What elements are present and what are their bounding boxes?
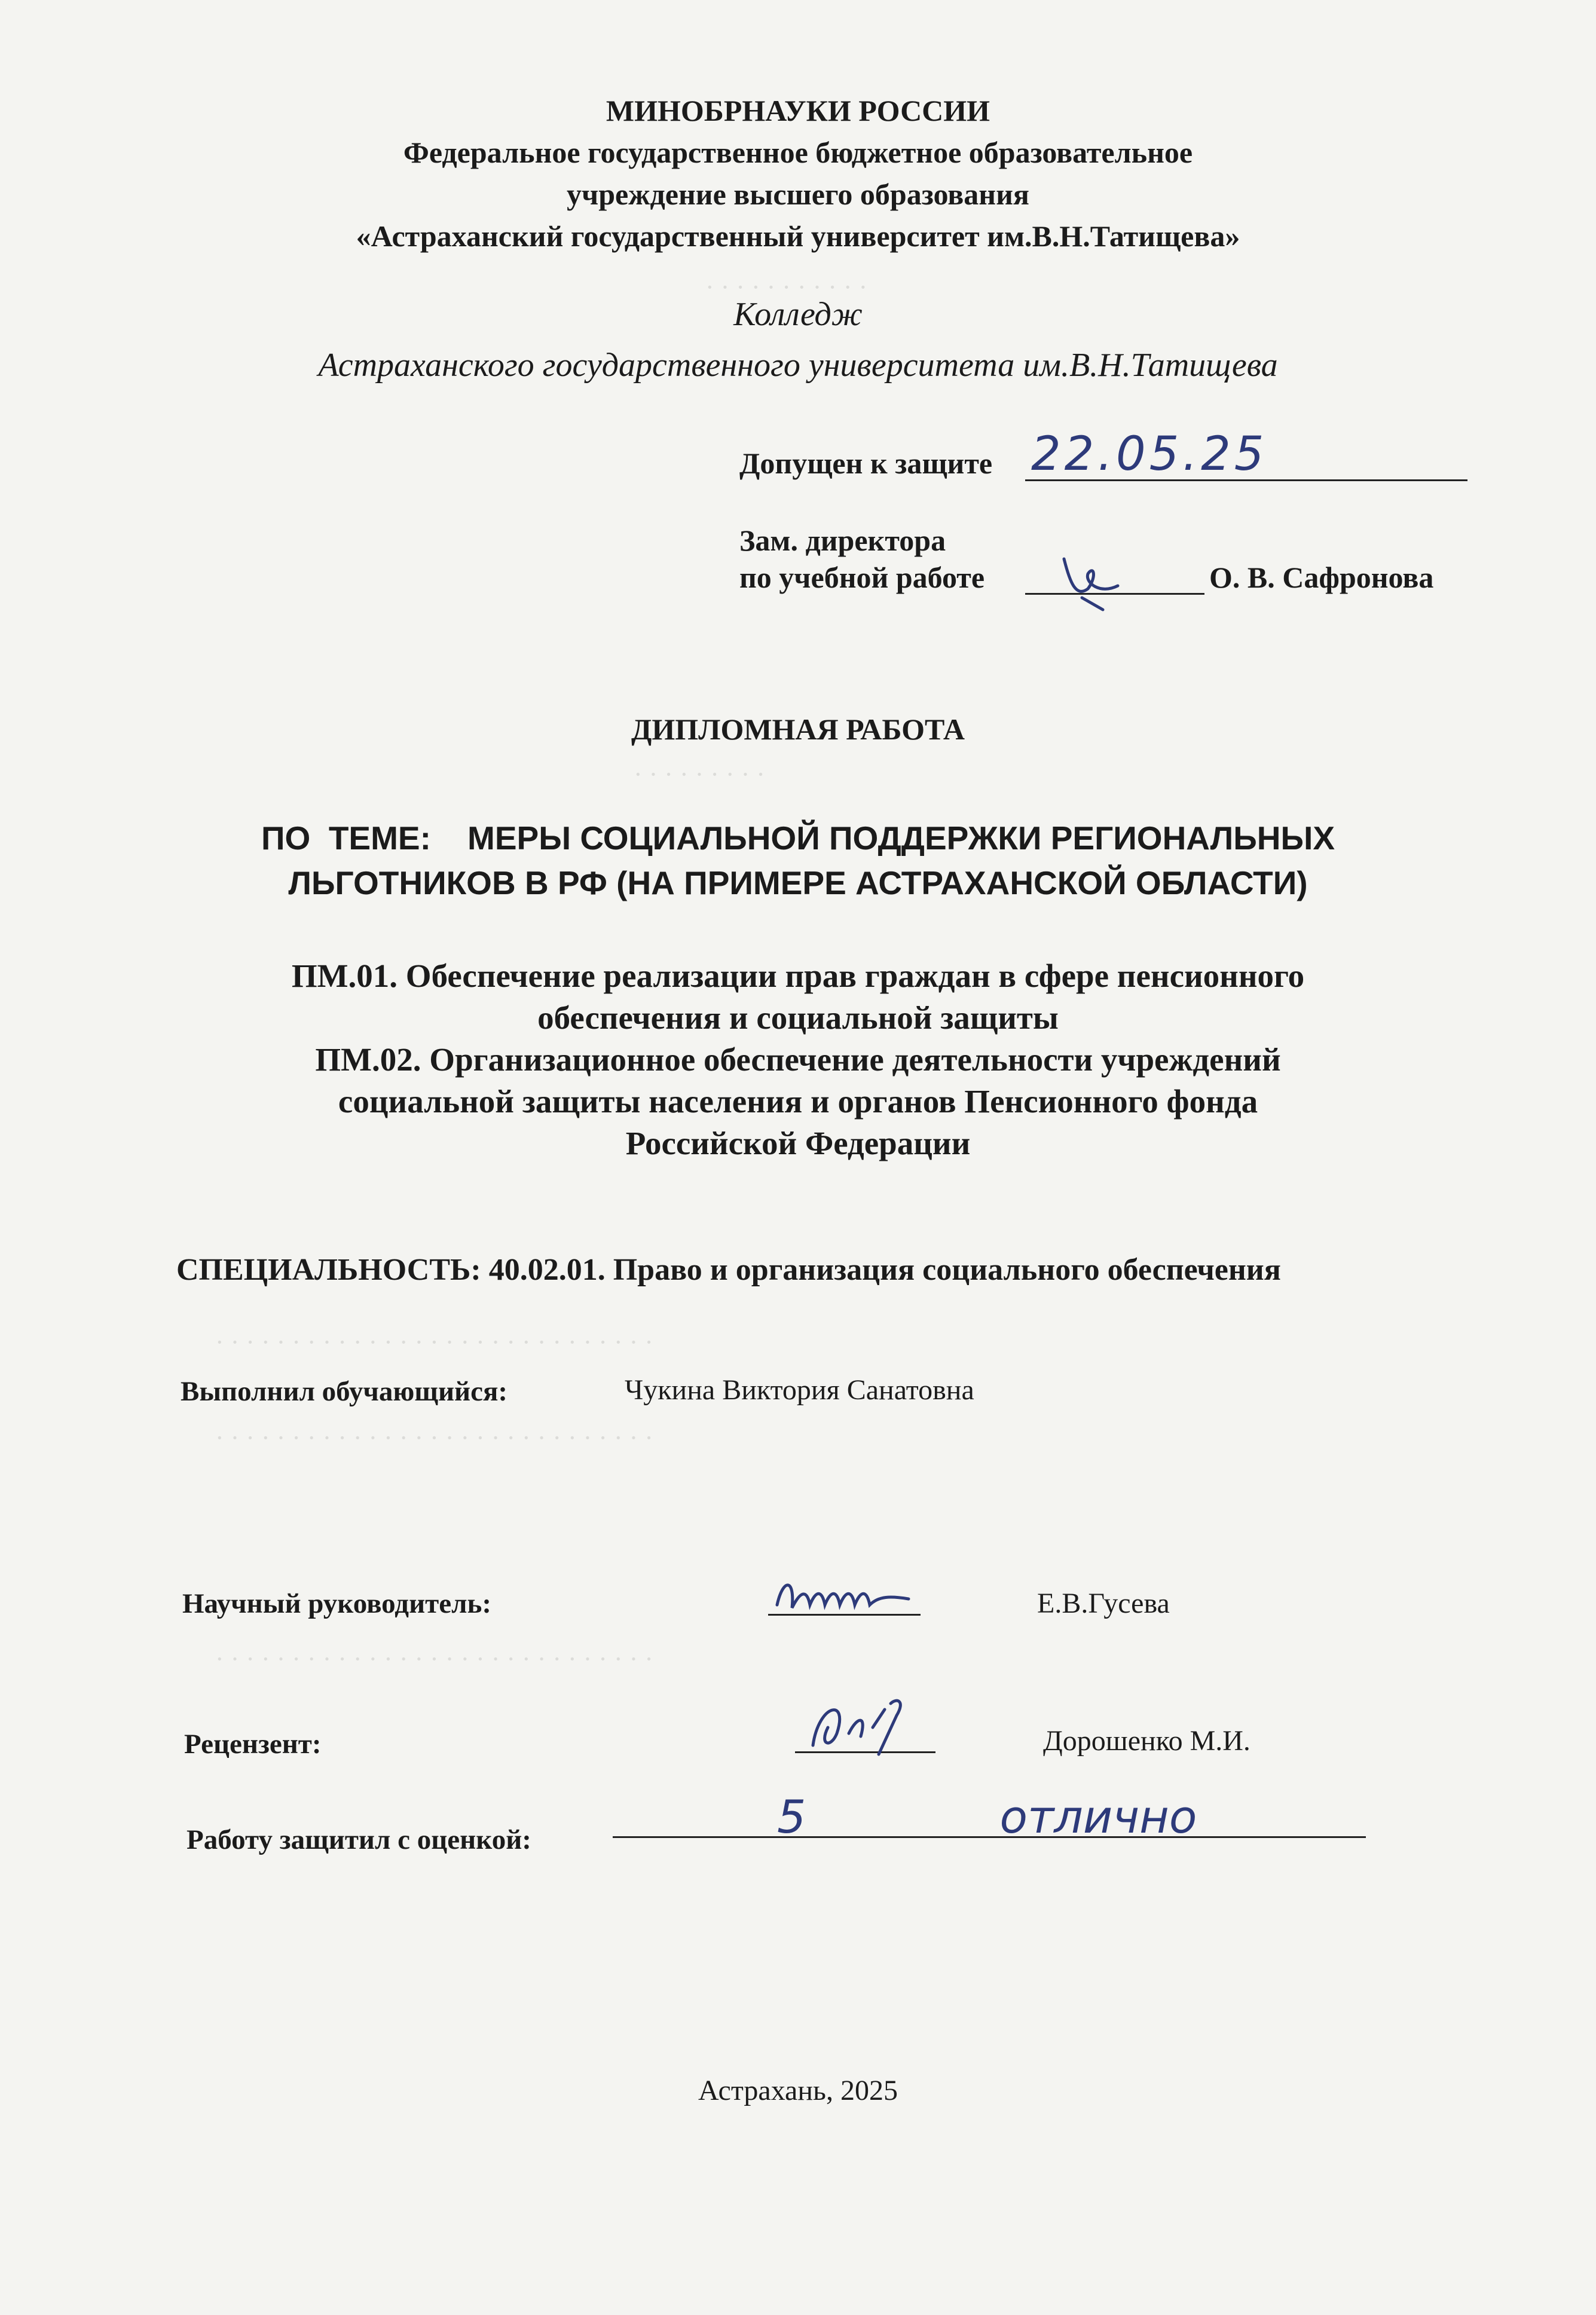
reviewer-signature [801, 1692, 927, 1757]
bleed-through-text: · · · · · · · · · · · [705, 273, 868, 302]
bleed-through-text: · · · · · · · · · [634, 760, 765, 789]
ministry-name: МИНОБРНАУКИ РОССИИ [606, 94, 990, 127]
admitted-label: Допущен к защите [739, 447, 993, 480]
topic-line1: ПО ТЕМЕ: МЕРЫ СОЦИАЛЬНОЙ ПОДДЕРЖКИ РЕГИОНАЛЬНЫХ [261, 819, 1335, 857]
bleed-through-text: · · · · · · · · · · · · · · · · · · · · · · · · · · · · · [215, 1423, 653, 1452]
pm02-line1: ПМ.02. Организационное обеспечение деятельности учреждений [315, 1041, 1281, 1078]
city-year: Астрахань, 2025 [698, 2075, 898, 2106]
student-label: Выполнил обучающийся: [181, 1376, 508, 1407]
deputy-subtitle: по учебной работе [739, 561, 985, 594]
deputy-title: Зам. директора [739, 524, 946, 557]
pm02-line2: социальной защиты населения и органов Пенсионного фонда [338, 1083, 1258, 1120]
institution-line1: Федеральное государственное бюджетное образовательное [403, 136, 1193, 169]
deputy-name: О. В. Сафронова [1209, 561, 1434, 594]
grade-handwritten: 5 отлично [777, 1790, 1197, 1843]
pm01-line1: ПМ.01. Обеспечение реализации прав граждан в сфере пенсионного [291, 958, 1305, 994]
supervisor-label: Научный руководитель: [182, 1588, 491, 1619]
supervisor-signature [771, 1572, 921, 1620]
institution-line2: учреждение высшего образования [567, 178, 1029, 211]
topic-line2: ЛЬГОТНИКОВ В РФ (НА ПРИМЕРЕ АСТРАХАНСКОЙ ОБЛАСТИ) [288, 864, 1308, 901]
admitted-date: 22.05.25 [1031, 427, 1268, 481]
college-title: Колледж [733, 296, 863, 333]
deputy-signature [1052, 541, 1142, 613]
specialty: СПЕЦИАЛЬНОСТЬ: 40.02.01. Право и организация социального обеспечения [176, 1253, 1281, 1287]
reviewer-label: Рецензент: [184, 1729, 322, 1760]
student-name: Чукина Виктория Санатовна [625, 1374, 974, 1406]
work-type: ДИПЛОМНАЯ РАБОТА [631, 712, 965, 746]
institution-line3: «Астраханский государственный университет им.В.Н.Татищева» [356, 219, 1240, 253]
grade-label: Работу защитил с оценкой: [186, 1824, 531, 1855]
supervisor-name: Е.В.Гусева [1037, 1588, 1170, 1619]
pm01-line2: обеспечения и социальной защиты [537, 999, 1059, 1036]
college-name: Астраханского государственного университета им.В.Н.Татищева [318, 347, 1278, 384]
pm02-line3: Российской Федерации [625, 1125, 971, 1161]
reviewer-name: Дорошенко М.И. [1043, 1725, 1250, 1757]
bleed-through-text: · · · · · · · · · · · · · · · · · · · · · · · · · · · · · [215, 1328, 653, 1357]
bleed-through-text: · · · · · · · · · · · · · · · · · · · · · · · · · · · · · [215, 1644, 653, 1674]
